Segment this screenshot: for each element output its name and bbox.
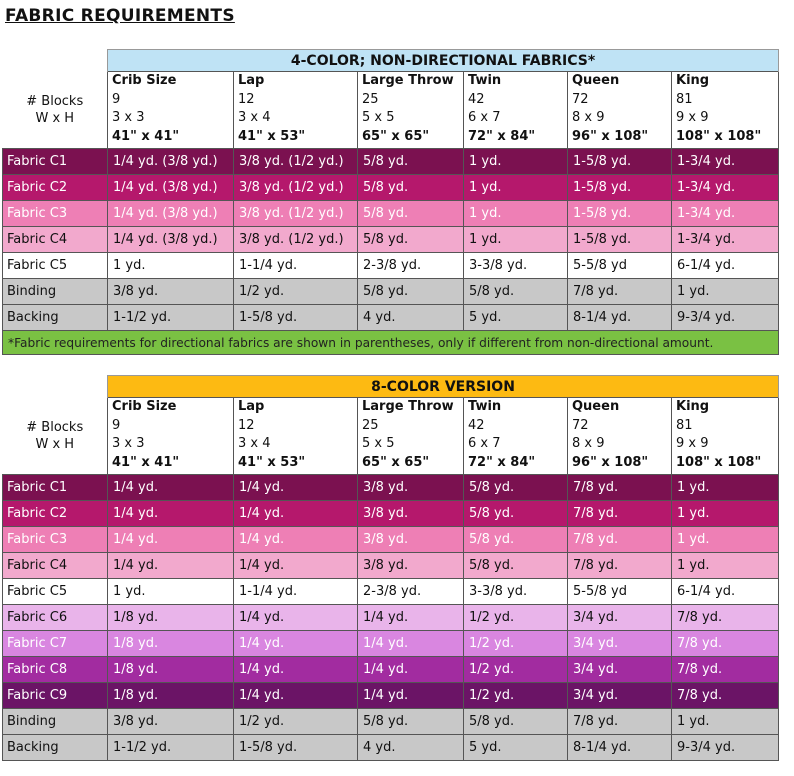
size-name: Lap — [238, 399, 265, 414]
fabric-label: Fabric C2 — [3, 175, 108, 201]
wxh-label: W x H — [35, 110, 75, 126]
fabric-label: Fabric C1 — [3, 149, 108, 175]
size-header-cell — [568, 398, 672, 475]
fabric-row — [3, 735, 779, 761]
size-name: Crib Size — [112, 73, 177, 88]
size-grid: 5 x 5 — [362, 110, 395, 125]
fabric-row — [3, 305, 779, 331]
yardage-cell: 1/4 yd. — [234, 657, 358, 683]
fabric-label: Fabric C9 — [3, 683, 108, 709]
yardage-cell: 1 yd. — [672, 279, 779, 305]
size-header-cell — [358, 72, 464, 149]
fabric-label: Fabric C2 — [3, 501, 108, 527]
fabric-label: Fabric C3 — [3, 527, 108, 553]
size-dimensions: 96" x 108" — [572, 128, 649, 144]
yardage-cell: 6-1/4 yd. — [672, 253, 779, 279]
yardage-cell: 5/8 yd. — [358, 149, 464, 175]
yardage-cell: 1-5/8 yd. — [568, 149, 672, 175]
size-dimensions: 65" x 65" — [362, 454, 430, 470]
yardage-cell: 3/4 yd. — [568, 631, 672, 657]
yardage-cell: 3/8 yd. (1/2 yd.) — [234, 227, 358, 253]
yardage-cell: 1 yd. — [672, 709, 779, 735]
size-grid: 6 x 7 — [468, 110, 501, 125]
yardage-cell: 1/4 yd. — [108, 553, 234, 579]
fabric-label: Backing — [3, 305, 108, 331]
yardage-cell: 5/8 yd. — [464, 553, 568, 579]
footnote: *Fabric requirements for directional fabrics are shown in parentheses, only if different from non-directional amount. — [3, 331, 779, 355]
yardage-cell: 3/8 yd. — [358, 475, 464, 501]
table-title-row — [3, 50, 779, 72]
yardage-cell: 7/8 yd. — [568, 553, 672, 579]
yardage-cell: 5/8 yd. — [358, 227, 464, 253]
yardage-cell: 1-5/8 yd. — [568, 227, 672, 253]
yardage-cell: 1/4 yd. — [108, 501, 234, 527]
yardage-cell: 5/8 yd. — [464, 501, 568, 527]
yardage-cell: 1/2 yd. — [464, 683, 568, 709]
yardage-cell: 1/2 yd. — [234, 279, 358, 305]
fabric-row — [3, 631, 779, 657]
size-header-cell — [234, 398, 358, 475]
yardage-cell: 1-3/4 yd. — [672, 175, 779, 201]
size-header-cell — [108, 72, 234, 149]
size-header-row — [3, 398, 779, 475]
size-grid: 3 x 3 — [112, 436, 145, 451]
yardage-cell: 1/4 yd. — [234, 553, 358, 579]
size-name: Queen — [572, 73, 620, 88]
yardage-cell: 1 yd. — [672, 527, 779, 553]
yardage-cell: 5-5/8 yd — [568, 579, 672, 605]
yardage-cell: 3/4 yd. — [568, 605, 672, 631]
fabric-label: Fabric C6 — [3, 605, 108, 631]
yardage-cell: 5/8 yd. — [358, 201, 464, 227]
blocks-label-cell — [3, 398, 108, 475]
yardage-cell: 1 yd. — [672, 501, 779, 527]
yardage-cell: 1 yd. — [464, 175, 568, 201]
fabric-row — [3, 605, 779, 631]
fabric-row — [3, 201, 779, 227]
size-name: Large Throw — [362, 73, 454, 88]
size-grid: 9 x 9 — [676, 436, 709, 451]
fabric-row — [3, 683, 779, 709]
yardage-cell: 8-1/4 yd. — [568, 735, 672, 761]
yardage-cell: 1-1/4 yd. — [234, 579, 358, 605]
yardage-cell: 1 yd. — [108, 579, 234, 605]
yardage-cell: 1-1/4 yd. — [234, 253, 358, 279]
size-blocks: 81 — [676, 417, 693, 433]
size-name: Lap — [238, 73, 265, 88]
yardage-cell: 7/8 yd. — [672, 605, 779, 631]
yardage-cell: 5/8 yd. — [358, 175, 464, 201]
size-blocks: 25 — [362, 91, 379, 107]
fabric-row — [3, 527, 779, 553]
size-dimensions: 108" x 108" — [676, 454, 762, 470]
size-dimensions: 41" x 53" — [238, 454, 306, 470]
yardage-cell: 1/4 yd. — [234, 527, 358, 553]
size-dimensions: 41" x 41" — [112, 454, 180, 470]
yardage-cell: 1/8 yd. — [108, 605, 234, 631]
fabric-row — [3, 253, 779, 279]
yardage-cell: 5/8 yd. — [464, 279, 568, 305]
size-dimensions: 72" x 84" — [468, 128, 536, 144]
yardage-cell: 1/4 yd. — [358, 605, 464, 631]
yardage-cell: 5/8 yd. — [358, 279, 464, 305]
yardage-cell: 5/8 yd. — [464, 709, 568, 735]
size-name: King — [676, 399, 710, 414]
yardage-cell: 1/4 yd. — [234, 501, 358, 527]
size-header-cell — [358, 398, 464, 475]
yardage-cell: 1 yd. — [464, 149, 568, 175]
yardage-cell: 1/2 yd. — [464, 605, 568, 631]
fabric-label: Fabric C4 — [3, 553, 108, 579]
blocks-label-cell — [3, 72, 108, 149]
yardage-cell: 1/4 yd. — [108, 475, 234, 501]
size-header-cell — [672, 72, 779, 149]
fabric-table-8-color — [2, 375, 779, 761]
size-name: King — [676, 73, 710, 88]
yardage-cell: 7/8 yd. — [568, 475, 672, 501]
yardage-cell: 1/8 yd. — [108, 631, 234, 657]
fabric-row — [3, 175, 779, 201]
size-blocks: 12 — [238, 417, 255, 433]
size-blocks: 12 — [238, 91, 255, 107]
page-title: FABRIC REQUIREMENTS — [5, 6, 235, 26]
yardage-cell: 3/8 yd. (1/2 yd.) — [234, 201, 358, 227]
fabric-label: Binding — [3, 709, 108, 735]
yardage-cell: 5/8 yd. — [464, 475, 568, 501]
footnote-row — [3, 331, 779, 355]
yardage-cell: 1/4 yd. (3/8 yd.) — [108, 149, 234, 175]
size-blocks: 42 — [468, 91, 485, 107]
size-dimensions: 41" x 41" — [112, 128, 180, 144]
wxh-label: W x H — [35, 436, 75, 452]
yardage-cell: 1 yd. — [464, 227, 568, 253]
yardage-cell: 3-3/8 yd. — [464, 253, 568, 279]
size-dimensions: 65" x 65" — [362, 128, 430, 144]
fabric-row — [3, 579, 779, 605]
yardage-cell: 1/4 yd. — [108, 527, 234, 553]
yardage-cell: 3/8 yd. — [358, 527, 464, 553]
fabric-label: Fabric C8 — [3, 657, 108, 683]
yardage-cell: 3/8 yd. — [108, 709, 234, 735]
yardage-cell: 5-5/8 yd — [568, 253, 672, 279]
size-grid: 3 x 4 — [238, 436, 271, 451]
yardage-cell: 1-3/4 yd. — [672, 227, 779, 253]
yardage-cell: 8-1/4 yd. — [568, 305, 672, 331]
yardage-cell: 1-5/8 yd. — [568, 201, 672, 227]
size-name: Twin — [468, 399, 502, 414]
table-title-row — [3, 376, 779, 398]
yardage-cell: 3/4 yd. — [568, 657, 672, 683]
yardage-cell: 3/8 yd. — [358, 553, 464, 579]
yardage-cell: 6-1/4 yd. — [672, 579, 779, 605]
size-grid: 6 x 7 — [468, 436, 501, 451]
size-dimensions: 72" x 84" — [468, 454, 536, 470]
fabric-label: Fabric C5 — [3, 253, 108, 279]
fabric-label: Fabric C3 — [3, 201, 108, 227]
fabric-row — [3, 709, 779, 735]
yardage-cell: 1/4 yd. (3/8 yd.) — [108, 175, 234, 201]
size-name: Crib Size — [112, 399, 177, 414]
fabric-row — [3, 279, 779, 305]
fabric-label: Fabric C4 — [3, 227, 108, 253]
size-blocks: 72 — [572, 417, 589, 433]
size-header-cell — [464, 72, 568, 149]
yardage-cell: 3/4 yd. — [568, 683, 672, 709]
size-grid: 3 x 3 — [112, 110, 145, 125]
fabric-label: Binding — [3, 279, 108, 305]
yardage-cell: 4 yd. — [358, 305, 464, 331]
yardage-cell: 4 yd. — [358, 735, 464, 761]
yardage-cell: 1 yd. — [672, 475, 779, 501]
size-name: Twin — [468, 73, 502, 88]
fabric-row — [3, 475, 779, 501]
blocks-label: # Blocks — [26, 93, 84, 109]
yardage-cell: 3/8 yd. — [358, 501, 464, 527]
yardage-cell: 5/8 yd. — [464, 527, 568, 553]
size-grid: 8 x 9 — [572, 110, 605, 125]
yardage-cell: 9-3/4 yd. — [672, 305, 779, 331]
size-blocks: 42 — [468, 417, 485, 433]
yardage-cell: 1-1/2 yd. — [108, 735, 234, 761]
yardage-cell: 1/4 yd. (3/8 yd.) — [108, 201, 234, 227]
yardage-cell: 1/8 yd. — [108, 657, 234, 683]
yardage-cell: 1 yd. — [464, 201, 568, 227]
yardage-cell: 3/8 yd. (1/2 yd.) — [234, 175, 358, 201]
yardage-cell: 3/8 yd. (1/2 yd.) — [234, 149, 358, 175]
size-blocks: 9 — [112, 417, 121, 433]
yardage-cell: 1-1/2 yd. — [108, 305, 234, 331]
size-dimensions: 41" x 53" — [238, 128, 306, 144]
yardage-cell: 1/4 yd. — [234, 605, 358, 631]
yardage-cell: 5 yd. — [464, 305, 568, 331]
fabric-row — [3, 553, 779, 579]
yardage-cell: 1/2 yd. — [234, 709, 358, 735]
yardage-cell: 1 yd. — [672, 553, 779, 579]
yardage-cell: 7/8 yd. — [568, 501, 672, 527]
size-header-cell — [568, 72, 672, 149]
size-header-cell — [234, 72, 358, 149]
yardage-cell: 3/8 yd. — [108, 279, 234, 305]
yardage-cell: 1/4 yd. — [358, 657, 464, 683]
fabric-row — [3, 227, 779, 253]
yardage-cell: 9-3/4 yd. — [672, 735, 779, 761]
yardage-cell: 1/4 yd. — [358, 631, 464, 657]
yardage-cell: 7/8 yd. — [568, 709, 672, 735]
table-title: 8-COLOR VERSION — [108, 376, 779, 398]
yardage-cell: 7/8 yd. — [672, 631, 779, 657]
yardage-cell: 5 yd. — [464, 735, 568, 761]
yardage-cell: 1-5/8 yd. — [568, 175, 672, 201]
yardage-cell: 7/8 yd. — [672, 683, 779, 709]
size-name: Queen — [572, 399, 620, 414]
yardage-cell: 1/2 yd. — [464, 631, 568, 657]
blocks-label: # Blocks — [26, 419, 84, 435]
yardage-cell: 1-5/8 yd. — [234, 735, 358, 761]
yardage-cell: 1/4 yd. — [234, 475, 358, 501]
fabric-row — [3, 149, 779, 175]
size-header-cell — [464, 398, 568, 475]
size-grid: 9 x 9 — [676, 110, 709, 125]
fabric-row — [3, 657, 779, 683]
yardage-cell: 1-3/4 yd. — [672, 201, 779, 227]
yardage-cell: 2-3/8 yd. — [358, 579, 464, 605]
yardage-cell: 1/4 yd. (3/8 yd.) — [108, 227, 234, 253]
fabric-table-4-color — [2, 49, 779, 355]
size-grid: 5 x 5 — [362, 436, 395, 451]
size-dimensions: 108" x 108" — [676, 128, 762, 144]
yardage-cell: 1/4 yd. — [358, 683, 464, 709]
size-blocks: 72 — [572, 91, 589, 107]
yardage-cell: 5/8 yd. — [358, 709, 464, 735]
table-title: 4-COLOR; NON-DIRECTIONAL FABRICS* — [108, 50, 779, 72]
size-grid: 8 x 9 — [572, 436, 605, 451]
size-header-cell — [108, 398, 234, 475]
size-blocks: 25 — [362, 417, 379, 433]
yardage-cell: 1/4 yd. — [234, 631, 358, 657]
fabric-row — [3, 501, 779, 527]
yardage-cell: 1/4 yd. — [234, 683, 358, 709]
yardage-cell: 1/2 yd. — [464, 657, 568, 683]
fabric-label: Backing — [3, 735, 108, 761]
yardage-cell: 1-5/8 yd. — [234, 305, 358, 331]
yardage-cell: 7/8 yd. — [672, 657, 779, 683]
fabric-label: Fabric C1 — [3, 475, 108, 501]
size-blocks: 9 — [112, 91, 121, 107]
yardage-cell: 7/8 yd. — [568, 527, 672, 553]
yardage-cell: 3-3/8 yd. — [464, 579, 568, 605]
size-header-row — [3, 72, 779, 149]
size-name: Large Throw — [362, 399, 454, 414]
fabric-label: Fabric C5 — [3, 579, 108, 605]
size-header-cell — [672, 398, 779, 475]
yardage-cell: 1-3/4 yd. — [672, 149, 779, 175]
yardage-cell: 1/8 yd. — [108, 683, 234, 709]
size-blocks: 81 — [676, 91, 693, 107]
size-dimensions: 96" x 108" — [572, 454, 649, 470]
yardage-cell: 2-3/8 yd. — [358, 253, 464, 279]
yardage-cell: 7/8 yd. — [568, 279, 672, 305]
fabric-label: Fabric C7 — [3, 631, 108, 657]
yardage-cell: 1 yd. — [108, 253, 234, 279]
size-grid: 3 x 4 — [238, 110, 271, 125]
